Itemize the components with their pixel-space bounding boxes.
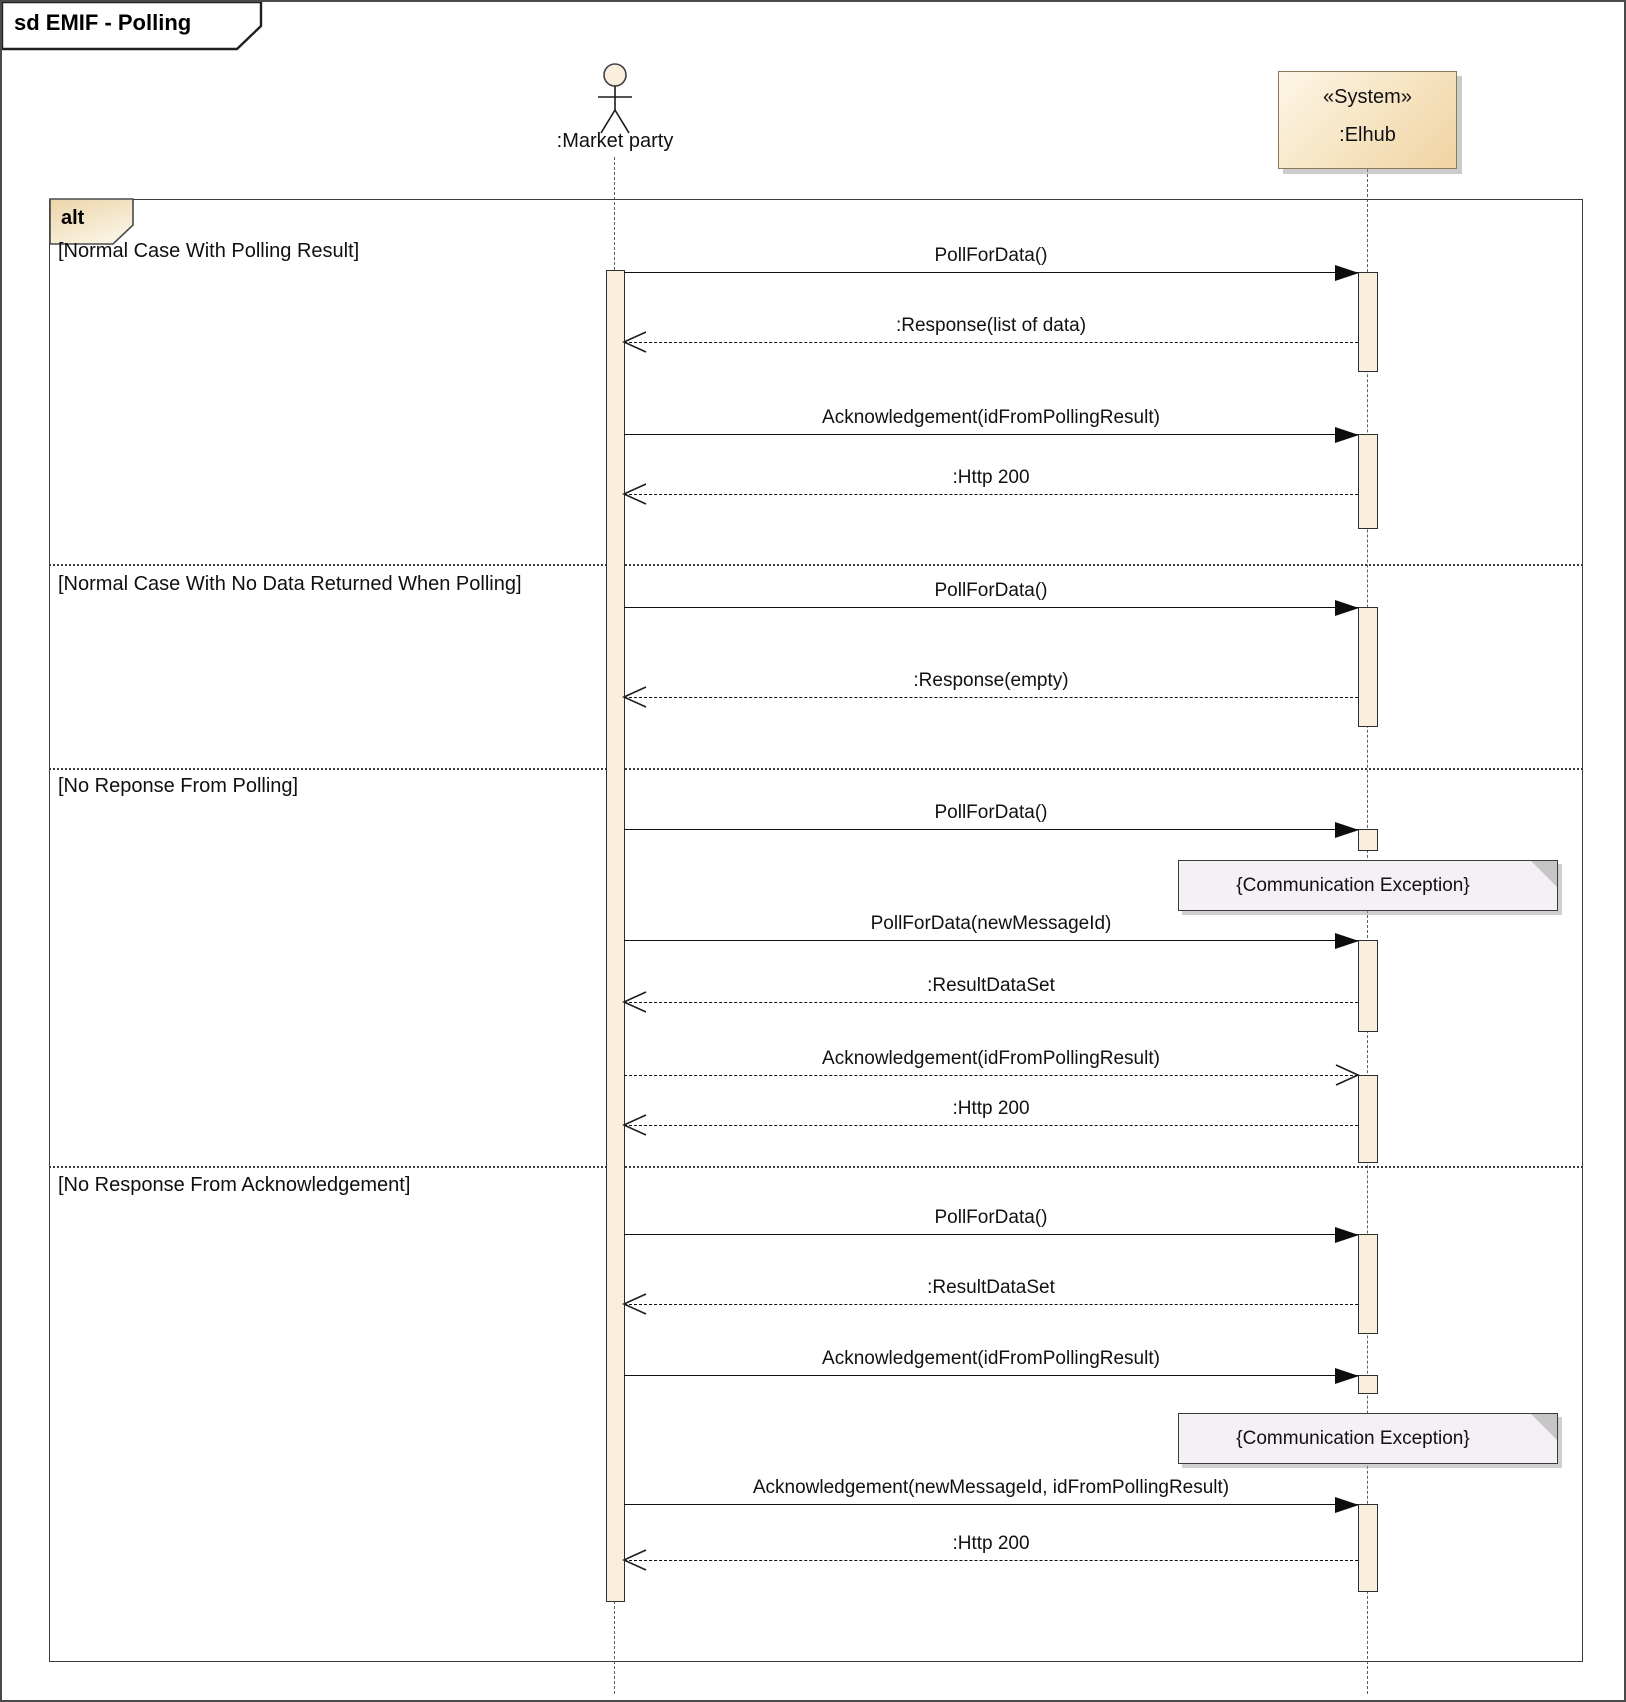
message-label: PollForData() bbox=[934, 1207, 1048, 1228]
activation-elhub-4 bbox=[1358, 829, 1378, 851]
message-line bbox=[624, 342, 1358, 343]
actor-market-party-label: :Market party bbox=[556, 130, 674, 152]
message-pollfordata-1 bbox=[624, 243, 1358, 273]
message-resultdataset-2 bbox=[624, 1275, 1358, 1305]
activation-elhub-1 bbox=[1358, 272, 1378, 372]
participant-elhub-box bbox=[1278, 71, 1457, 169]
open-arrowhead-icon bbox=[1334, 1064, 1360, 1086]
activation-elhub-5 bbox=[1358, 940, 1378, 1032]
note-communication-exception-2 bbox=[1178, 1413, 1558, 1464]
message-pollfordata-2 bbox=[624, 578, 1358, 608]
message-pollfordata-newmessageid bbox=[624, 911, 1358, 941]
open-arrowhead-icon bbox=[622, 991, 648, 1013]
elhub-name: :Elhub bbox=[1339, 124, 1396, 146]
guard-normal-case-no-data: [Normal Case With No Data Returned When Polling] bbox=[58, 573, 522, 595]
alt-divider-1 bbox=[49, 564, 1583, 566]
note-fold-icon bbox=[1531, 861, 1557, 887]
guard-no-reponse-from-polling: [No Reponse From Polling] bbox=[58, 775, 299, 797]
diagram-title-tab bbox=[2, 2, 264, 52]
activation-elhub-2 bbox=[1358, 434, 1378, 529]
message-line bbox=[624, 494, 1358, 495]
message-label: PollForData() bbox=[934, 802, 1048, 823]
message-label: :Response(list of data) bbox=[895, 315, 1087, 336]
message-label: Acknowledgement(idFromPollingResult) bbox=[822, 407, 1160, 428]
message-label: :Http 200 bbox=[952, 1533, 1030, 1554]
message-label: PollForData(newMessageId) bbox=[870, 913, 1112, 934]
message-line bbox=[624, 607, 1358, 608]
message-acknowledgement-1 bbox=[624, 405, 1358, 435]
activation-elhub-3 bbox=[1358, 607, 1378, 727]
activation-elhub-9 bbox=[1358, 1504, 1378, 1592]
activation-elhub-8 bbox=[1358, 1375, 1378, 1394]
message-acknowledgement-2 bbox=[624, 1346, 1358, 1376]
diagram-title: sd EMIF - Polling bbox=[14, 10, 192, 35]
message-label: :ResultDataSet bbox=[927, 1277, 1055, 1298]
message-acknowledgement-newmessageid bbox=[624, 1475, 1358, 1505]
filled-arrowhead-icon bbox=[1335, 427, 1359, 443]
message-line bbox=[624, 1125, 1358, 1126]
open-arrowhead-icon bbox=[622, 1114, 648, 1136]
message-acknowledgement-dashed bbox=[624, 1046, 1358, 1076]
open-arrowhead-icon bbox=[622, 483, 648, 505]
message-pollfordata-4 bbox=[624, 1205, 1358, 1235]
message-line bbox=[624, 1002, 1358, 1003]
message-line bbox=[624, 829, 1358, 830]
message-label: Acknowledgement(idFromPollingResult) bbox=[822, 1348, 1160, 1369]
message-label: PollForData() bbox=[934, 580, 1048, 601]
message-label: :Http 200 bbox=[952, 467, 1030, 488]
message-line bbox=[624, 272, 1358, 273]
actor-stick-figure-icon bbox=[578, 60, 652, 136]
note-text: {Communication Exception} bbox=[1236, 1428, 1470, 1449]
message-http200-3 bbox=[624, 1531, 1358, 1561]
alt-divider-2 bbox=[49, 768, 1583, 770]
message-line bbox=[624, 1375, 1358, 1376]
open-arrowhead-icon bbox=[622, 686, 648, 708]
message-label: Acknowledgement(newMessageId, idFromPollingResult) bbox=[752, 1477, 1230, 1498]
elhub-stereotype: «System» bbox=[1323, 86, 1412, 108]
message-label: Acknowledgement(idFromPollingResult) bbox=[822, 1048, 1160, 1069]
filled-arrowhead-icon bbox=[1335, 600, 1359, 616]
message-line bbox=[624, 1560, 1358, 1561]
note-communication-exception-1 bbox=[1178, 860, 1558, 911]
message-response-empty bbox=[624, 668, 1358, 698]
note-text: {Communication Exception} bbox=[1236, 875, 1470, 896]
message-line bbox=[624, 1304, 1358, 1305]
message-response-list-of-data bbox=[624, 313, 1358, 343]
message-pollfordata-3 bbox=[624, 800, 1358, 830]
activation-market-party bbox=[606, 270, 625, 1602]
filled-arrowhead-icon bbox=[1335, 822, 1359, 838]
message-http200-2 bbox=[624, 1096, 1358, 1126]
guard-no-response-from-acknowledgement: [No Response From Acknowledgement] bbox=[58, 1174, 411, 1196]
message-line bbox=[624, 1234, 1358, 1235]
filled-arrowhead-icon bbox=[1335, 933, 1359, 949]
activation-elhub-7 bbox=[1358, 1234, 1378, 1334]
alt-operator-label: alt bbox=[61, 207, 85, 229]
actor-market-party bbox=[578, 60, 652, 136]
alt-divider-3 bbox=[49, 1166, 1583, 1168]
open-arrowhead-icon bbox=[622, 1293, 648, 1315]
message-label: :Response(empty) bbox=[913, 670, 1069, 691]
open-arrowhead-icon bbox=[622, 331, 648, 353]
note-fold-icon bbox=[1531, 1414, 1557, 1440]
open-arrowhead-icon bbox=[622, 1549, 648, 1571]
message-label: PollForData() bbox=[934, 245, 1048, 266]
message-line bbox=[624, 434, 1358, 435]
message-line bbox=[624, 940, 1358, 941]
activation-elhub-6 bbox=[1358, 1075, 1378, 1163]
message-line bbox=[624, 697, 1358, 698]
message-label: :Http 200 bbox=[952, 1098, 1030, 1119]
message-line bbox=[624, 1075, 1358, 1076]
filled-arrowhead-icon bbox=[1335, 1227, 1359, 1243]
filled-arrowhead-icon bbox=[1335, 265, 1359, 281]
filled-arrowhead-icon bbox=[1335, 1497, 1359, 1513]
message-label: :ResultDataSet bbox=[927, 975, 1055, 996]
message-http200-1 bbox=[624, 465, 1358, 495]
filled-arrowhead-icon bbox=[1335, 1368, 1359, 1384]
guard-normal-case-polling-result: [Normal Case With Polling Result] bbox=[58, 240, 360, 262]
message-line bbox=[624, 1504, 1358, 1505]
message-resultdataset-1 bbox=[624, 973, 1358, 1003]
